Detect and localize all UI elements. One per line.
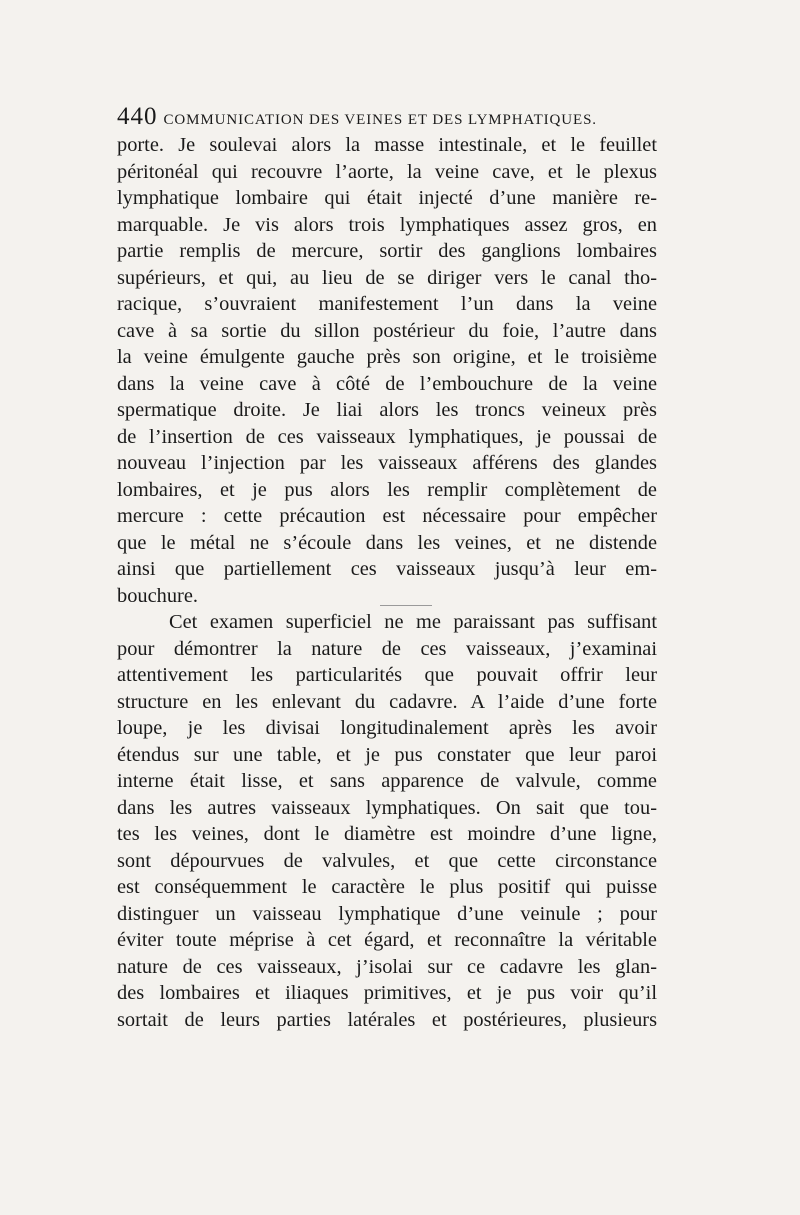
text-line: tes les veines, dont le diamètre est moindre d’une ligne,	[117, 823, 657, 845]
section-divider	[380, 605, 432, 606]
text-line: de l’insertion de ces vaisseaux lymphatiques, je poussai de	[117, 425, 657, 448]
paragraph-start-line: Cet examen superficiel ne me paraissant pas suffisant	[169, 611, 657, 633]
text-line: supérieurs, et qui, au lieu de se diriger vers le canal tho-	[117, 266, 657, 289]
text-line: porte. Je soulevai alors la masse intestinale, et le feuillet	[117, 134, 657, 156]
text-line: lymphatique lombaire qui était injecté d’une manière re-	[117, 187, 657, 209]
text-line: nouveau l’injection par les vaisseaux afférens des glandes	[117, 452, 657, 474]
text-line: mercure : cette précaution est nécessaire pour empêcher	[117, 505, 657, 527]
text-line: spermatique droite. Je liai alors les troncs veineux près	[117, 399, 657, 421]
text-line: loupe, je les divisai longitudinalement après les avoir	[117, 717, 657, 739]
text-line: cave à sa sortie du sillon postérieur du foie, l’autre dans	[117, 319, 657, 342]
text-line: sortait de leurs parties latérales et postérieures, plusieurs	[117, 1008, 657, 1031]
text-line: pour démontrer la nature de ces vaisseaux, j’examinai	[117, 637, 657, 660]
text-line: lombaires, et je pus alors les remplir complètement de	[117, 478, 657, 501]
text-line: partie remplis de mercure, sortir des ganglions lombaires	[117, 240, 657, 262]
text-line: ainsi que partiellement ces vaisseaux jusqu’à leur em-	[117, 558, 657, 580]
text-line: est conséquemment le caractère le plus positif qui puisse	[117, 876, 657, 898]
text-line: péritonéal qui recouvre l’aorte, la veine cave, et le plexus	[117, 160, 657, 183]
text-line: la veine émulgente gauche près son origine, et le troisième	[117, 346, 657, 368]
paragraph-end-line: bouchure.	[117, 584, 198, 607]
text-line: marquable. Je vis alors trois lymphatiques assez gros, en	[117, 213, 657, 236]
text-line: attentivement les particularités que pouvait offrir leur	[117, 664, 657, 686]
text-line: que le métal ne s’écoule dans les veines, et ne distende	[117, 531, 657, 554]
running-head	[117, 103, 717, 131]
body-text	[117, 132, 657, 1033]
text-line: structure en les enlevant du cadavre. A l’aide d’une forte	[117, 690, 657, 713]
text-line: étendus sur une table, et je pus constater que leur paroi	[117, 743, 657, 766]
running-title: COMMUNICATION DES VEINES ET DES LYMPHATIQUES.	[163, 112, 597, 128]
text-line: racique, s’ouvraient manifestement l’un dans la veine	[117, 293, 657, 315]
text-line: distinguer un vaisseau lymphatique d’une veinule ; pour	[117, 902, 657, 925]
text-line: des lombaires et iliaques primitives, et je pus voir qu’il	[117, 982, 657, 1004]
text-line: dans la veine cave à côté de l’embouchure de la veine	[117, 372, 657, 395]
page-number: 440	[117, 103, 158, 130]
text-line: sont dépourvues de valvules, et que cette circonstance	[117, 849, 657, 872]
text-line: éviter toute méprise à cet égard, et reconnaître la véritable	[117, 929, 657, 951]
text-line: dans les autres vaisseaux lymphatiques. On sait que tou-	[117, 796, 657, 819]
text-line: interne était lisse, et sans apparence de valvule, comme	[117, 770, 657, 792]
text-line: nature de ces vaisseaux, j’isolai sur ce cadavre les glan-	[117, 955, 657, 978]
